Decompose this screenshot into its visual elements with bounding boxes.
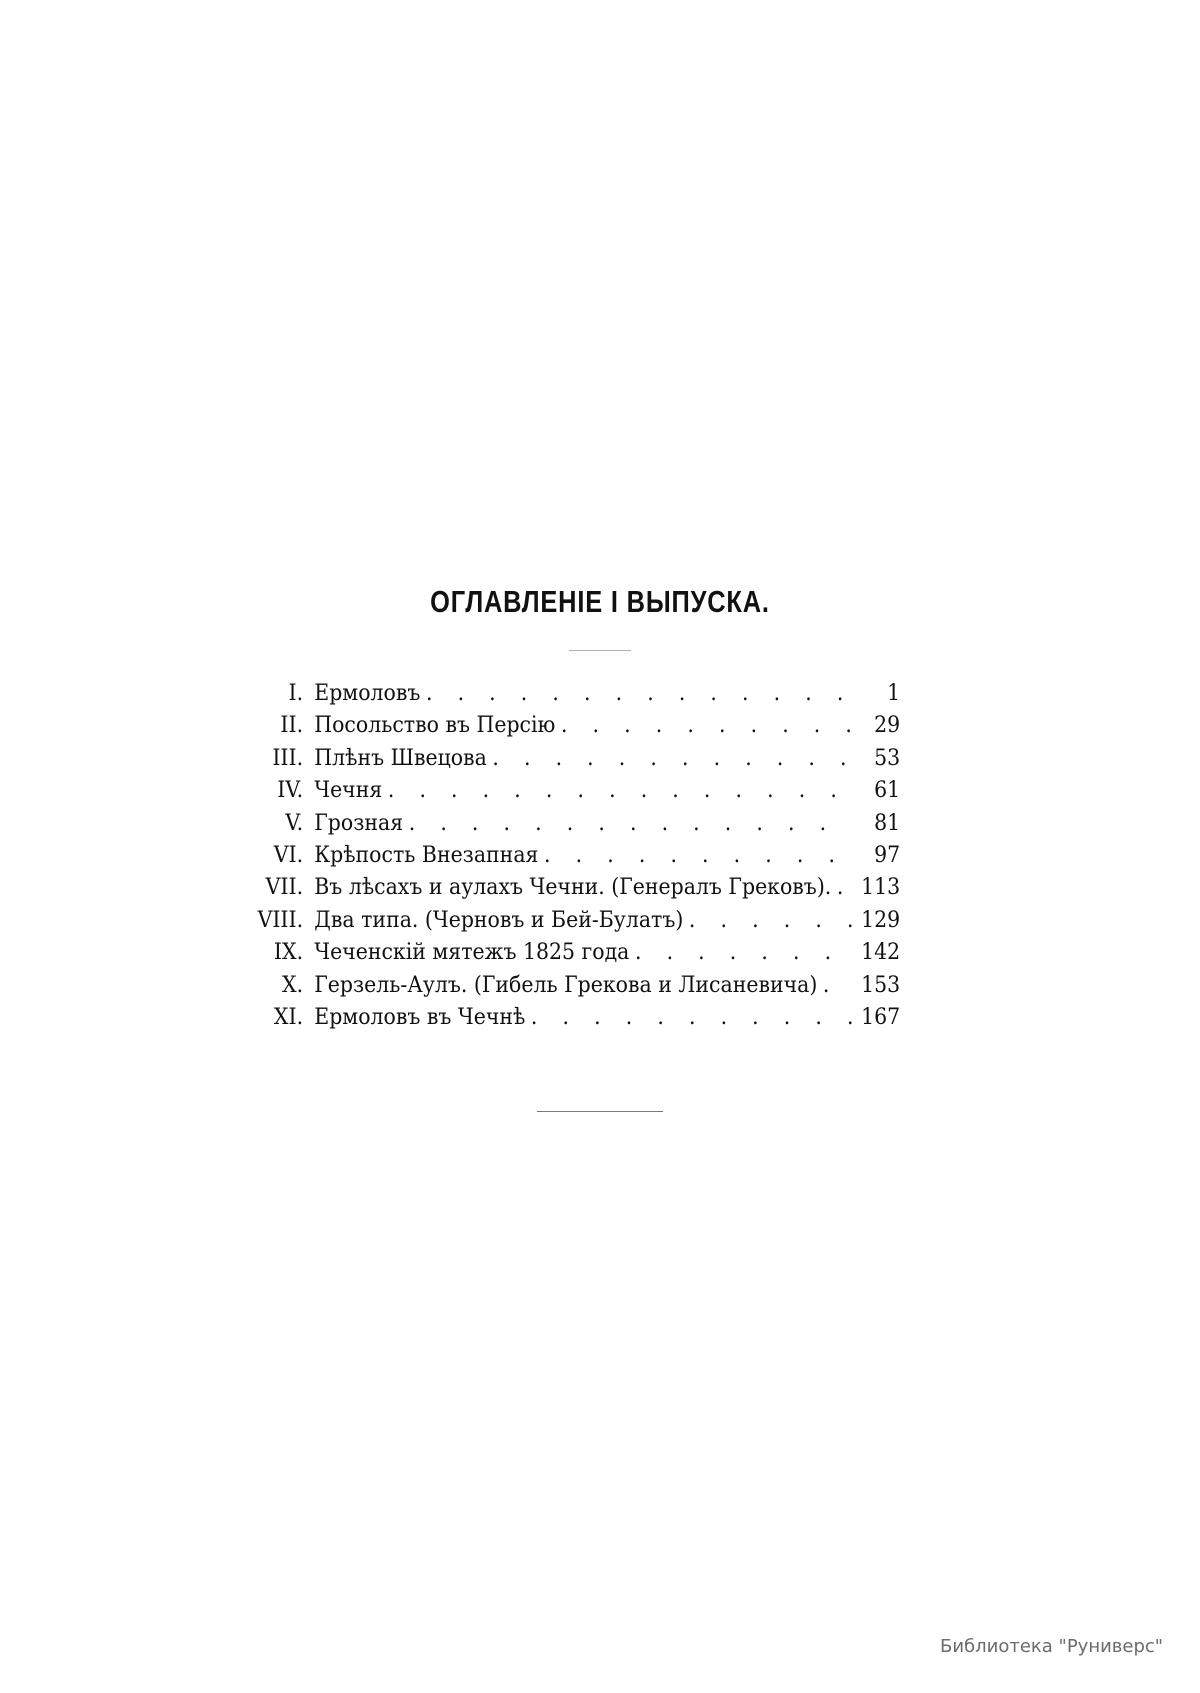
chapter-title: Грозная [314, 810, 404, 836]
chapter-number: VI. [273, 842, 304, 868]
dot-leader [544, 840, 852, 872]
chapter-number: XI. [273, 1004, 304, 1030]
dot-leader [561, 710, 852, 742]
dot-leader [823, 970, 852, 1002]
toc-entry [238, 937, 900, 969]
page-number: 97 [874, 842, 901, 868]
page-number: 53 [874, 745, 901, 771]
chapter-number: I. [288, 681, 304, 706]
chapter-number: III. [272, 745, 304, 771]
page-number: 167 [861, 1004, 901, 1030]
chapter-title: Чеченскій мятежъ 1825 года [314, 940, 630, 966]
chapter-number: IV. [277, 778, 304, 804]
chapter-title: Ермоловъ [314, 681, 421, 706]
page-number: 61 [874, 778, 901, 804]
chapter-title: Чечня [314, 778, 383, 804]
page-number: 81 [874, 810, 901, 836]
chapter-number: X. [282, 972, 304, 998]
toc-entry [238, 775, 900, 807]
toc-entry [238, 808, 900, 840]
page-number: 113 [861, 875, 901, 901]
dot-leader [531, 1002, 852, 1034]
page-number: 142 [861, 940, 901, 966]
dot-leader [388, 775, 852, 807]
page-number: 153 [861, 972, 901, 998]
toc-entry [238, 743, 900, 775]
chapter-number: VIII. [257, 907, 304, 933]
title-divider [569, 650, 631, 651]
toc-entry [238, 678, 900, 710]
chapter-title: Герзель-Аулъ. (Гибель Грекова и Лисаневича) [314, 972, 818, 998]
toc-entry [238, 710, 900, 742]
toc-entry [238, 1002, 900, 1034]
dot-leader [635, 937, 852, 969]
dot-leader [837, 872, 852, 904]
chapter-number: IX. [273, 940, 304, 966]
dot-leader [409, 808, 852, 840]
chapter-number: VII. [265, 875, 304, 901]
table-of-contents [238, 678, 900, 1034]
chapter-title: Посольство въ Персію [314, 713, 556, 739]
chapter-title: Два типа. (Черновъ и Бей-Булатъ) [314, 907, 684, 933]
toc-entry [238, 905, 900, 937]
page-number: 1 [887, 681, 901, 706]
library-watermark: Библиотека "Руниверс" [940, 1636, 1164, 1657]
dot-leader [426, 678, 852, 710]
chapter-title: Крѣпость Внезапная [314, 842, 539, 868]
page-title: ОГЛАВЛЕНІЕ I ВЫПУСКА. [430, 584, 770, 619]
page-number: 129 [861, 907, 901, 933]
chapter-title: Въ лѣсахъ и аулахъ Чечни. (Генералъ Грековъ). [314, 875, 832, 901]
dot-leader [689, 905, 852, 937]
toc-entry [238, 872, 900, 904]
toc-entry [238, 840, 900, 872]
dot-leader [492, 743, 851, 775]
chapter-number: II. [280, 713, 304, 739]
page-number: 29 [874, 713, 901, 739]
chapter-title: Ермоловъ въ Чечнѣ [314, 1004, 526, 1030]
chapter-number: V. [285, 810, 304, 836]
toc-entry [238, 970, 900, 1002]
end-divider [537, 1111, 663, 1112]
chapter-title: Плѣнъ Швецова [314, 745, 487, 771]
